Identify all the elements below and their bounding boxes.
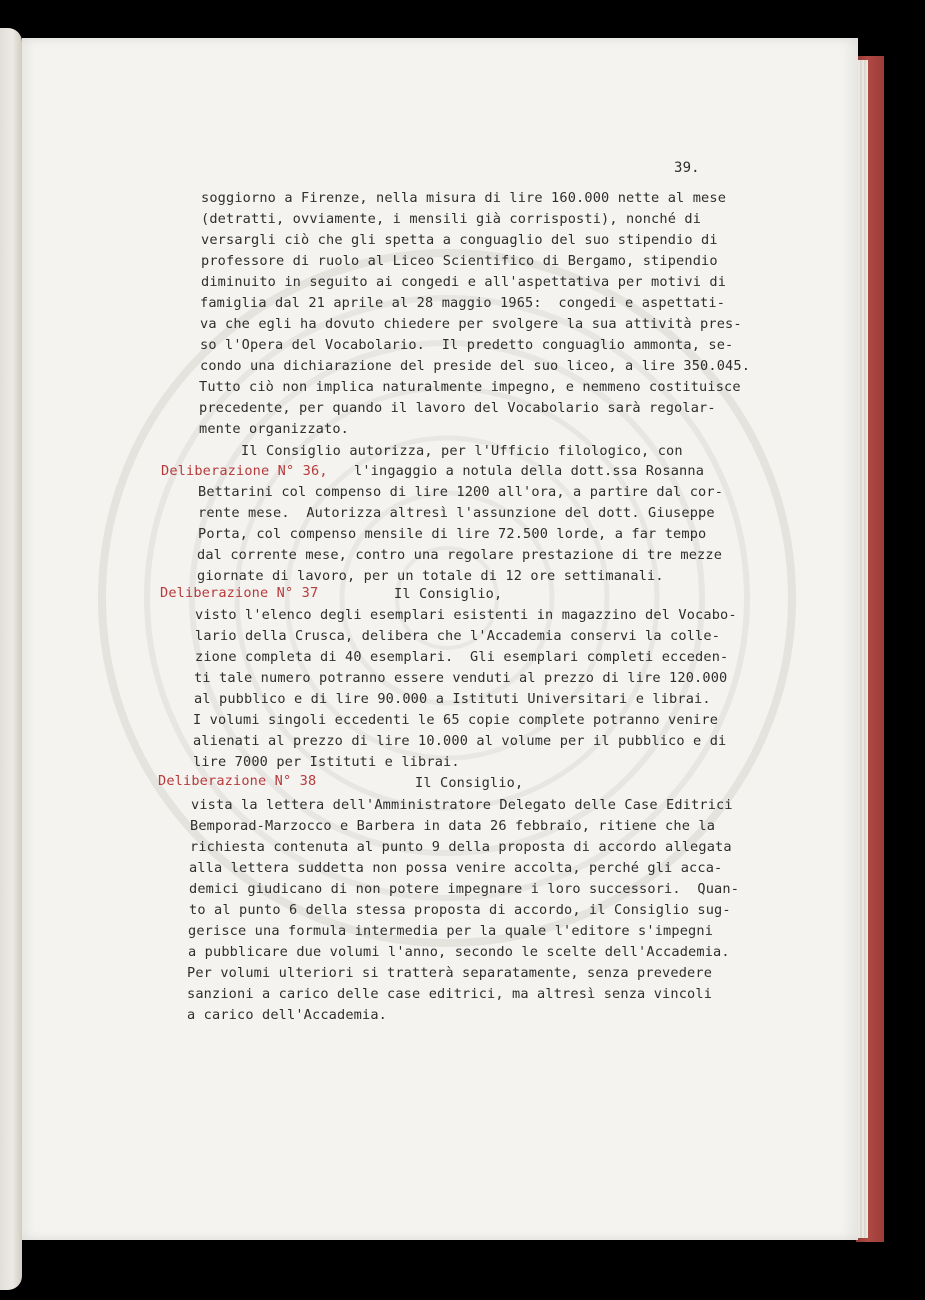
text-line: ti tale numero potranno essere venduti al prezzo di lire 120.000 xyxy=(194,670,728,686)
text-line: Tutto ciò non implica naturalmente impegno, e nemmeno costituisce xyxy=(199,379,741,395)
text-line: Il Consiglio, xyxy=(394,586,503,602)
text-line: professore di ruolo al Liceo Scientifico di Bergamo, stipendio xyxy=(201,253,718,269)
text-line: precedente, per quando il lavoro del Vocabolario sarà regolar- xyxy=(199,400,716,416)
text-line: rente mese. Autorizza altresì l'assunzione del dott. Giuseppe xyxy=(198,505,715,521)
text-line: so l'Opera del Vocabolario. Il predetto conguaglio ammonta, se- xyxy=(200,337,734,353)
text-line: richiesta contenuta al punto 9 della proposta di accordo allegata xyxy=(190,839,732,855)
left-facing-page-edge xyxy=(0,28,22,1290)
text-line: zione completa di 40 esemplari. Gli esemplari completi ecceden- xyxy=(195,649,729,665)
text-line: l'ingaggio a notula della dott.ssa Rosanna xyxy=(354,463,705,479)
text-line: famiglia dal 21 aprile al 28 maggio 1965: congedi e aspettati- xyxy=(200,295,726,311)
document-page xyxy=(22,38,858,1240)
text-line: Per volumi ulteriori si tratterà separatamente, senza prevedere xyxy=(187,965,713,981)
text-line: vista la lettera dell'Amministratore Delegato delle Case Editrici xyxy=(191,797,733,813)
text-line: gerisce una formula intermedia per la quale l'editore s'impegni xyxy=(188,923,714,939)
text-line: to al punto 6 della stessa proposta di accordo, il Consiglio sug- xyxy=(189,902,731,918)
page-number: 39. xyxy=(674,160,700,176)
text-line: (detratti, ovviamente, i mensili già corrisposti), nonché di xyxy=(201,211,702,227)
text-line: lario della Crusca, delibera che l'Accademia conservi la colle- xyxy=(195,628,721,644)
typewritten-text xyxy=(22,38,858,1240)
margin-note-deliberazione-37: Deliberazione N° 37 xyxy=(160,585,319,601)
margin-note-deliberazione-36: Deliberazione N° 36, xyxy=(161,463,328,479)
text-line: condo una dichiarazione del preside del suo liceo, a lire 350.045. xyxy=(200,358,751,374)
text-line: alienati al prezzo di lire 10.000 al volume per il pubblico e di xyxy=(193,733,727,749)
text-line: giornate di lavoro, per un totale di 12 ore settimanali. xyxy=(197,568,664,584)
margin-note-deliberazione-38: Deliberazione N° 38 xyxy=(158,773,317,789)
text-line: al pubblico e di lire 90.000 a Istituti Universitari e librai. xyxy=(194,691,711,707)
text-line: a pubblicare due volumi l'anno, secondo le scelte dell'Accademia. xyxy=(188,944,730,960)
text-line: diminuito in seguito ai congedi e all'aspettativa per motivi di xyxy=(201,274,727,290)
text-line: a carico dell'Accademia. xyxy=(187,1007,388,1023)
text-line: mente organizzato. xyxy=(199,421,350,437)
text-line: soggiorno a Firenze, nella misura di lire 160.000 nette al mese xyxy=(201,190,727,206)
text-line: Bemporad-Marzocco e Barbera in data 26 febbraio, ritiene che la xyxy=(190,818,716,834)
text-line: I volumi singoli eccedenti le 65 copie complete potranno venire xyxy=(193,712,719,728)
text-line: sanzioni a carico delle case editrici, ma altresì senza vincoli xyxy=(187,986,713,1002)
text-line: alla lettera suddetta non possa venire accolta, perché gli acca- xyxy=(189,860,723,876)
text-line: versargli ciò che gli spetta a conguaglio del suo stipendio di xyxy=(201,232,718,248)
text-line: demici giudicano di non potere impegnare i loro successori. Quan- xyxy=(189,881,740,897)
text-line: Bettarini col compenso di lire 1200 all'ora, a partire dal cor- xyxy=(198,484,724,500)
text-line: dal corrente mese, contro una regolare prestazione di tre mezze xyxy=(197,547,723,563)
text-line: Il Consiglio autorizza, per l'Ufficio filologico, con xyxy=(241,443,683,459)
text-line: Porta, col compenso mensile di lire 72.500 lorde, a far tempo xyxy=(198,526,707,542)
text-line: Il Consiglio, xyxy=(415,775,524,791)
text-line: visto l'elenco degli esemplari esistenti in magazzino del Vocabo- xyxy=(195,607,737,623)
text-line: lire 7000 per Istituti e librai. xyxy=(193,754,460,770)
text-line: va che egli ha dovuto chiedere per svolgere la sua attività pres- xyxy=(200,316,742,332)
